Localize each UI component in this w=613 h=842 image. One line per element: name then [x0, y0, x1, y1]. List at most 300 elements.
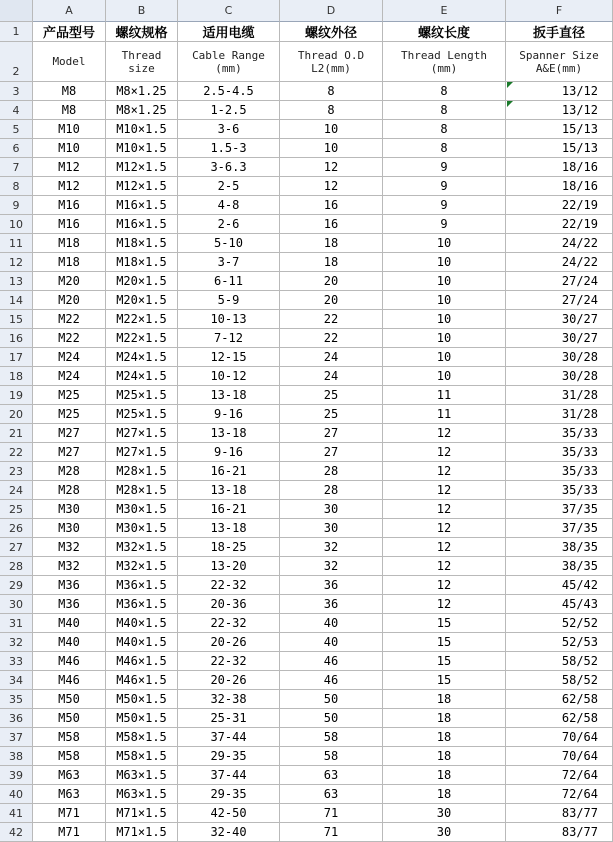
cable-cell[interactable]: 20-36: [178, 595, 280, 614]
spanner-cell[interactable]: 72/64: [506, 766, 613, 785]
od-cell[interactable]: 8: [280, 82, 383, 101]
row-header[interactable]: 22: [0, 443, 33, 462]
od-cell[interactable]: 63: [280, 785, 383, 804]
cable-cell[interactable]: 29-35: [178, 785, 280, 804]
cable-cell[interactable]: 22-32: [178, 576, 280, 595]
od-cell[interactable]: 12: [280, 177, 383, 196]
spanner-cell[interactable]: 30/27: [506, 329, 613, 348]
thread-cell[interactable]: M28×1.5: [106, 481, 178, 500]
spanner-cell[interactable]: 27/24: [506, 291, 613, 310]
od-cell[interactable]: 8: [280, 101, 383, 120]
od-cell[interactable]: 46: [280, 671, 383, 690]
length-cell[interactable]: 9: [383, 177, 506, 196]
cable-cell[interactable]: 3-7: [178, 253, 280, 272]
spanner-cell[interactable]: [506, 101, 613, 120]
od-cell[interactable]: 46: [280, 652, 383, 671]
model-cell[interactable]: M46: [33, 671, 106, 690]
model-cell[interactable]: M10: [33, 120, 106, 139]
spanner-cell[interactable]: 35/33: [506, 481, 613, 500]
row-header[interactable]: 26: [0, 519, 33, 538]
row-header[interactable]: 36: [0, 709, 33, 728]
spanner-cell[interactable]: 24/22: [506, 234, 613, 253]
spanner-cell[interactable]: 30/28: [506, 348, 613, 367]
cable-cell[interactable]: 16-21: [178, 500, 280, 519]
cable-cell[interactable]: 5-9: [178, 291, 280, 310]
od-cell[interactable]: 32: [280, 538, 383, 557]
row-header-2[interactable]: 2: [0, 42, 33, 82]
thread-cell[interactable]: M46×1.5: [106, 652, 178, 671]
cable-cell[interactable]: 37-44: [178, 766, 280, 785]
header-od-zh[interactable]: 螺纹外径: [280, 22, 383, 42]
row-header[interactable]: 9: [0, 196, 33, 215]
length-cell[interactable]: 12: [383, 443, 506, 462]
cable-cell[interactable]: 13-18: [178, 386, 280, 405]
cable-cell[interactable]: 22-32: [178, 614, 280, 633]
thread-cell[interactable]: M63×1.5: [106, 785, 178, 804]
header-model-en[interactable]: [33, 42, 106, 82]
row-header[interactable]: 12: [0, 253, 33, 272]
cable-cell[interactable]: 2-5: [178, 177, 280, 196]
row-header[interactable]: 20: [0, 405, 33, 424]
row-header[interactable]: 38: [0, 747, 33, 766]
model-cell[interactable]: M71: [33, 804, 106, 823]
row-header[interactable]: 35: [0, 690, 33, 709]
length-cell[interactable]: 11: [383, 405, 506, 424]
cable-cell[interactable]: 10-13: [178, 310, 280, 329]
cable-cell[interactable]: 10-12: [178, 367, 280, 386]
cable-cell[interactable]: 6-11: [178, 272, 280, 291]
thread-cell[interactable]: M27×1.5: [106, 424, 178, 443]
od-cell[interactable]: 12: [280, 158, 383, 177]
model-cell[interactable]: M36: [33, 595, 106, 614]
row-header[interactable]: 32: [0, 633, 33, 652]
cable-cell[interactable]: 25-31: [178, 709, 280, 728]
od-cell[interactable]: 10: [280, 139, 383, 158]
od-cell[interactable]: 71: [280, 804, 383, 823]
model-cell[interactable]: M25: [33, 405, 106, 424]
cable-cell[interactable]: 1-2.5: [178, 101, 280, 120]
model-cell[interactable]: M16: [33, 215, 106, 234]
thread-cell[interactable]: M50×1.5: [106, 690, 178, 709]
od-cell[interactable]: 30: [280, 519, 383, 538]
cable-cell[interactable]: 3-6: [178, 120, 280, 139]
spanner-cell[interactable]: 83/77: [506, 804, 613, 823]
column-header-c[interactable]: C: [178, 0, 280, 22]
column-header-b[interactable]: B: [106, 0, 178, 22]
row-header[interactable]: 7: [0, 158, 33, 177]
od-cell[interactable]: 24: [280, 367, 383, 386]
length-cell[interactable]: 15: [383, 671, 506, 690]
spanner-cell[interactable]: 45/42: [506, 576, 613, 595]
od-cell[interactable]: 16: [280, 196, 383, 215]
row-header[interactable]: 16: [0, 329, 33, 348]
header-spanner-zh[interactable]: 扳手直径: [506, 22, 613, 42]
length-cell[interactable]: 10: [383, 291, 506, 310]
column-header-f[interactable]: F: [506, 0, 613, 22]
thread-cell[interactable]: M40×1.5: [106, 614, 178, 633]
row-header[interactable]: 30: [0, 595, 33, 614]
model-cell[interactable]: M46: [33, 652, 106, 671]
row-header[interactable]: 4: [0, 101, 33, 120]
model-cell[interactable]: M18: [33, 234, 106, 253]
od-cell[interactable]: 25: [280, 386, 383, 405]
spanner-cell[interactable]: 62/58: [506, 709, 613, 728]
od-cell[interactable]: 30: [280, 500, 383, 519]
row-header[interactable]: 41: [0, 804, 33, 823]
thread-cell[interactable]: M28×1.5: [106, 462, 178, 481]
length-cell[interactable]: 12: [383, 519, 506, 538]
spanner-cell[interactable]: 37/35: [506, 519, 613, 538]
header-cable-zh[interactable]: 适用电缆: [178, 22, 280, 42]
length-cell[interactable]: 8: [383, 101, 506, 120]
cable-cell[interactable]: 20-26: [178, 671, 280, 690]
od-cell[interactable]: 40: [280, 633, 383, 652]
cable-cell[interactable]: 32-38: [178, 690, 280, 709]
spanner-cell[interactable]: 24/22: [506, 253, 613, 272]
row-header[interactable]: 18: [0, 367, 33, 386]
thread-cell[interactable]: M30×1.5: [106, 500, 178, 519]
length-cell[interactable]: 9: [383, 196, 506, 215]
thread-cell[interactable]: M25×1.5: [106, 386, 178, 405]
model-cell[interactable]: M27: [33, 424, 106, 443]
od-cell[interactable]: 18: [280, 234, 383, 253]
row-header[interactable]: 3: [0, 82, 33, 101]
select-all-corner[interactable]: [0, 0, 33, 22]
model-cell[interactable]: M40: [33, 614, 106, 633]
row-header[interactable]: 6: [0, 139, 33, 158]
cable-cell[interactable]: 2.5-4.5: [178, 82, 280, 101]
thread-cell[interactable]: M25×1.5: [106, 405, 178, 424]
length-cell[interactable]: 9: [383, 158, 506, 177]
row-header[interactable]: 42: [0, 823, 33, 842]
spanner-cell[interactable]: 58/52: [506, 671, 613, 690]
row-header[interactable]: 8: [0, 177, 33, 196]
length-cell[interactable]: 8: [383, 139, 506, 158]
od-cell[interactable]: 27: [280, 424, 383, 443]
length-cell[interactable]: 18: [383, 785, 506, 804]
cable-cell[interactable]: 9-16: [178, 405, 280, 424]
thread-cell[interactable]: M8×1.25: [106, 101, 178, 120]
length-cell[interactable]: 10: [383, 367, 506, 386]
thread-cell[interactable]: M20×1.5: [106, 272, 178, 291]
od-cell[interactable]: 20: [280, 291, 383, 310]
model-cell[interactable]: M63: [33, 785, 106, 804]
model-cell[interactable]: M58: [33, 728, 106, 747]
spanner-cell[interactable]: 15/13: [506, 120, 613, 139]
cable-cell[interactable]: 4-8: [178, 196, 280, 215]
model-cell[interactable]: M71: [33, 823, 106, 842]
length-cell[interactable]: 10: [383, 234, 506, 253]
od-cell[interactable]: 28: [280, 462, 383, 481]
length-cell[interactable]: 10: [383, 253, 506, 272]
thread-cell[interactable]: M22×1.5: [106, 310, 178, 329]
spanner-cell[interactable]: [506, 82, 613, 101]
thread-cell[interactable]: M27×1.5: [106, 443, 178, 462]
thread-cell[interactable]: M24×1.5: [106, 348, 178, 367]
model-cell[interactable]: M22: [33, 310, 106, 329]
thread-cell[interactable]: M71×1.5: [106, 804, 178, 823]
cable-cell[interactable]: 16-21: [178, 462, 280, 481]
spanner-cell[interactable]: 58/52: [506, 652, 613, 671]
od-cell[interactable]: 16: [280, 215, 383, 234]
cable-cell[interactable]: 12-15: [178, 348, 280, 367]
od-cell[interactable]: 50: [280, 709, 383, 728]
column-header-a[interactable]: A: [33, 0, 106, 22]
length-cell[interactable]: 30: [383, 804, 506, 823]
length-cell[interactable]: 12: [383, 424, 506, 443]
od-cell[interactable]: 50: [280, 690, 383, 709]
model-cell[interactable]: M40: [33, 633, 106, 652]
model-cell[interactable]: M12: [33, 177, 106, 196]
header-spanner-en[interactable]: [506, 42, 613, 82]
row-header[interactable]: 31: [0, 614, 33, 633]
thread-cell[interactable]: M63×1.5: [106, 766, 178, 785]
spanner-cell[interactable]: 35/33: [506, 443, 613, 462]
thread-cell[interactable]: M40×1.5: [106, 633, 178, 652]
length-cell[interactable]: 12: [383, 538, 506, 557]
column-header-e[interactable]: E: [383, 0, 506, 22]
model-cell[interactable]: M28: [33, 481, 106, 500]
od-cell[interactable]: 58: [280, 747, 383, 766]
od-cell[interactable]: 27: [280, 443, 383, 462]
thread-cell[interactable]: M50×1.5: [106, 709, 178, 728]
thread-cell[interactable]: M30×1.5: [106, 519, 178, 538]
model-cell[interactable]: M30: [33, 500, 106, 519]
length-cell[interactable]: 18: [383, 690, 506, 709]
model-cell[interactable]: M16: [33, 196, 106, 215]
cable-cell[interactable]: 22-32: [178, 652, 280, 671]
row-header[interactable]: 13: [0, 272, 33, 291]
cable-cell[interactable]: 9-16: [178, 443, 280, 462]
spanner-cell[interactable]: 18/16: [506, 158, 613, 177]
thread-cell[interactable]: M18×1.5: [106, 253, 178, 272]
thread-cell[interactable]: M20×1.5: [106, 291, 178, 310]
thread-cell[interactable]: M36×1.5: [106, 576, 178, 595]
od-cell[interactable]: 22: [280, 329, 383, 348]
length-cell[interactable]: 12: [383, 462, 506, 481]
row-header[interactable]: 5: [0, 120, 33, 139]
thread-cell[interactable]: M32×1.5: [106, 538, 178, 557]
cable-cell[interactable]: 2-6: [178, 215, 280, 234]
spanner-cell[interactable]: 22/19: [506, 215, 613, 234]
cable-cell[interactable]: 13-18: [178, 481, 280, 500]
model-cell[interactable]: M32: [33, 557, 106, 576]
spanner-cell[interactable]: 35/33: [506, 462, 613, 481]
cable-cell[interactable]: 42-50: [178, 804, 280, 823]
od-cell[interactable]: 36: [280, 595, 383, 614]
thread-cell[interactable]: M71×1.5: [106, 823, 178, 842]
cable-cell[interactable]: 3-6.3: [178, 158, 280, 177]
model-cell[interactable]: M63: [33, 766, 106, 785]
thread-cell[interactable]: M36×1.5: [106, 595, 178, 614]
length-cell[interactable]: 18: [383, 747, 506, 766]
cable-cell[interactable]: 20-26: [178, 633, 280, 652]
length-cell[interactable]: 30: [383, 823, 506, 842]
spanner-cell[interactable]: 38/35: [506, 557, 613, 576]
od-cell[interactable]: 58: [280, 728, 383, 747]
row-header[interactable]: 24: [0, 481, 33, 500]
model-cell[interactable]: M30: [33, 519, 106, 538]
thread-cell[interactable]: M58×1.5: [106, 747, 178, 766]
length-cell[interactable]: 12: [383, 481, 506, 500]
length-cell[interactable]: 12: [383, 500, 506, 519]
model-cell[interactable]: M8: [33, 101, 106, 120]
row-header[interactable]: 37: [0, 728, 33, 747]
model-cell[interactable]: M18: [33, 253, 106, 272]
model-cell[interactable]: M32: [33, 538, 106, 557]
spanner-cell[interactable]: 30/27: [506, 310, 613, 329]
row-header[interactable]: 23: [0, 462, 33, 481]
spanner-cell[interactable]: 22/19: [506, 196, 613, 215]
od-cell[interactable]: 28: [280, 481, 383, 500]
cable-cell[interactable]: 1.5-3: [178, 139, 280, 158]
cable-cell[interactable]: 7-12: [178, 329, 280, 348]
od-cell[interactable]: 25: [280, 405, 383, 424]
length-cell[interactable]: 12: [383, 557, 506, 576]
row-header[interactable]: 34: [0, 671, 33, 690]
spanner-cell[interactable]: 52/52: [506, 614, 613, 633]
model-cell[interactable]: M20: [33, 291, 106, 310]
cable-cell[interactable]: 37-44: [178, 728, 280, 747]
spanner-cell[interactable]: 62/58: [506, 690, 613, 709]
spanner-cell[interactable]: 45/43: [506, 595, 613, 614]
thread-cell[interactable]: M46×1.5: [106, 671, 178, 690]
model-cell[interactable]: M10: [33, 139, 106, 158]
cable-cell[interactable]: 13-20: [178, 557, 280, 576]
thread-cell[interactable]: M8×1.25: [106, 82, 178, 101]
spanner-cell[interactable]: 31/28: [506, 405, 613, 424]
thread-cell[interactable]: M10×1.5: [106, 139, 178, 158]
thread-cell[interactable]: M16×1.5: [106, 196, 178, 215]
spanner-cell[interactable]: 35/33: [506, 424, 613, 443]
spanner-cell[interactable]: 72/64: [506, 785, 613, 804]
spanner-cell[interactable]: 38/35: [506, 538, 613, 557]
thread-cell[interactable]: M24×1.5: [106, 367, 178, 386]
od-cell[interactable]: 32: [280, 557, 383, 576]
cable-cell[interactable]: 29-35: [178, 747, 280, 766]
spanner-cell[interactable]: 70/64: [506, 728, 613, 747]
length-cell[interactable]: 12: [383, 576, 506, 595]
spanner-cell[interactable]: 27/24: [506, 272, 613, 291]
model-cell[interactable]: M12: [33, 158, 106, 177]
length-cell[interactable]: 10: [383, 310, 506, 329]
length-cell[interactable]: 15: [383, 652, 506, 671]
length-cell[interactable]: 10: [383, 272, 506, 291]
model-cell[interactable]: M50: [33, 709, 106, 728]
length-cell[interactable]: 10: [383, 329, 506, 348]
od-cell[interactable]: 40: [280, 614, 383, 633]
length-cell[interactable]: 12: [383, 595, 506, 614]
thread-cell[interactable]: M22×1.5: [106, 329, 178, 348]
row-header[interactable]: 14: [0, 291, 33, 310]
length-cell[interactable]: 8: [383, 82, 506, 101]
thread-cell[interactable]: M12×1.5: [106, 158, 178, 177]
cable-cell[interactable]: 13-18: [178, 424, 280, 443]
spanner-cell[interactable]: 37/35: [506, 500, 613, 519]
header-length-en[interactable]: [383, 42, 506, 82]
length-cell[interactable]: 15: [383, 633, 506, 652]
spanner-cell[interactable]: 15/13: [506, 139, 613, 158]
model-cell[interactable]: M20: [33, 272, 106, 291]
row-header[interactable]: 33: [0, 652, 33, 671]
spanner-cell[interactable]: 83/77: [506, 823, 613, 842]
model-cell[interactable]: M24: [33, 367, 106, 386]
header-model-zh[interactable]: 产品型号: [33, 22, 106, 42]
length-cell[interactable]: 15: [383, 614, 506, 633]
length-cell[interactable]: 11: [383, 386, 506, 405]
od-cell[interactable]: 63: [280, 766, 383, 785]
row-header[interactable]: 15: [0, 310, 33, 329]
row-header-1[interactable]: 1: [0, 22, 33, 42]
row-header[interactable]: 17: [0, 348, 33, 367]
spanner-cell[interactable]: 70/64: [506, 747, 613, 766]
model-cell[interactable]: M24: [33, 348, 106, 367]
od-cell[interactable]: 22: [280, 310, 383, 329]
cable-cell[interactable]: 13-18: [178, 519, 280, 538]
od-cell[interactable]: 10: [280, 120, 383, 139]
od-cell[interactable]: 36: [280, 576, 383, 595]
row-header[interactable]: 28: [0, 557, 33, 576]
od-cell[interactable]: 18: [280, 253, 383, 272]
length-cell[interactable]: 18: [383, 728, 506, 747]
model-cell[interactable]: M25: [33, 386, 106, 405]
od-cell[interactable]: 24: [280, 348, 383, 367]
row-header[interactable]: 39: [0, 766, 33, 785]
model-cell[interactable]: M27: [33, 443, 106, 462]
header-thread-zh[interactable]: 螺纹规格: [106, 22, 178, 42]
cable-cell[interactable]: 5-10: [178, 234, 280, 253]
row-header[interactable]: 29: [0, 576, 33, 595]
column-header-d[interactable]: D: [280, 0, 383, 22]
model-cell[interactable]: M22: [33, 329, 106, 348]
spanner-cell[interactable]: 30/28: [506, 367, 613, 386]
spanner-cell[interactable]: 18/16: [506, 177, 613, 196]
length-cell[interactable]: 9: [383, 215, 506, 234]
spanner-cell[interactable]: 52/53: [506, 633, 613, 652]
header-od-en[interactable]: [280, 42, 383, 82]
thread-cell[interactable]: M10×1.5: [106, 120, 178, 139]
row-header[interactable]: 21: [0, 424, 33, 443]
row-header[interactable]: 25: [0, 500, 33, 519]
length-cell[interactable]: 10: [383, 348, 506, 367]
cable-cell[interactable]: 18-25: [178, 538, 280, 557]
length-cell[interactable]: 18: [383, 766, 506, 785]
model-cell[interactable]: M36: [33, 576, 106, 595]
spanner-cell[interactable]: 31/28: [506, 386, 613, 405]
header-thread-en[interactable]: [106, 42, 178, 82]
od-cell[interactable]: 71: [280, 823, 383, 842]
header-cable-en[interactable]: [178, 42, 280, 82]
length-cell[interactable]: 8: [383, 120, 506, 139]
row-header[interactable]: 27: [0, 538, 33, 557]
cable-cell[interactable]: 32-40: [178, 823, 280, 842]
thread-cell[interactable]: M18×1.5: [106, 234, 178, 253]
row-header[interactable]: 40: [0, 785, 33, 804]
length-cell[interactable]: 18: [383, 709, 506, 728]
model-cell[interactable]: M58: [33, 747, 106, 766]
od-cell[interactable]: 20: [280, 272, 383, 291]
row-header[interactable]: 11: [0, 234, 33, 253]
thread-cell[interactable]: M12×1.5: [106, 177, 178, 196]
row-header[interactable]: 10: [0, 215, 33, 234]
model-cell[interactable]: M28: [33, 462, 106, 481]
thread-cell[interactable]: M16×1.5: [106, 215, 178, 234]
model-cell[interactable]: M50: [33, 690, 106, 709]
model-cell[interactable]: M8: [33, 82, 106, 101]
thread-cell[interactable]: M58×1.5: [106, 728, 178, 747]
row-header[interactable]: 19: [0, 386, 33, 405]
header-length-zh[interactable]: 螺纹长度: [383, 22, 506, 42]
